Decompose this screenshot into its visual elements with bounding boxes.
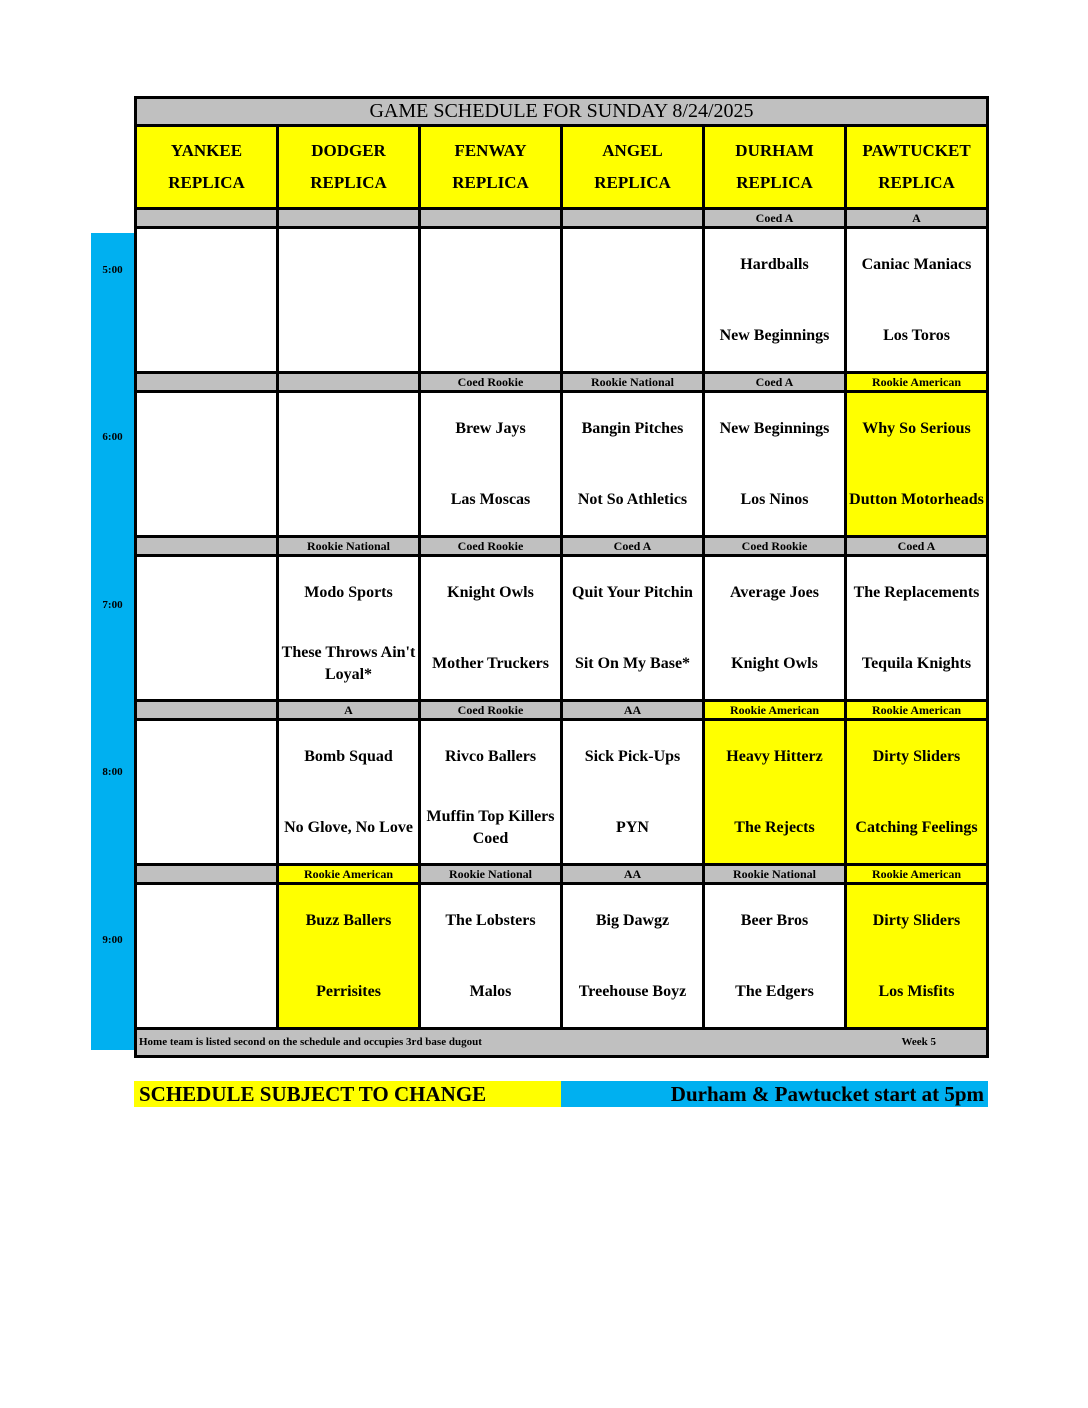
- division-label: Coed Rookie: [420, 537, 562, 556]
- away-team: New Beginnings: [719, 419, 830, 437]
- division-label: Coed A: [704, 209, 846, 228]
- away-team: [137, 557, 276, 628]
- game-cell: [278, 884, 420, 1029]
- division-label: A: [846, 209, 988, 228]
- home-team: [137, 792, 276, 863]
- away-team: Dirty Sliders: [872, 747, 961, 765]
- game-cell: [420, 556, 562, 701]
- time-label: 6:00: [102, 431, 123, 443]
- home-team: New Beginnings: [719, 326, 830, 344]
- home-team-note: Home team is listed second on the schedule and occupies 3rd base dugout: [139, 1036, 482, 1048]
- away-team: [137, 721, 276, 792]
- division-label: Coed A: [704, 373, 846, 392]
- division-label: Rookie National: [562, 373, 704, 392]
- home-team: Los Ninos: [740, 490, 809, 508]
- game-cell: [420, 228, 562, 373]
- games-row: [136, 556, 988, 701]
- game-cell: [846, 884, 988, 1029]
- home-team: The Edgers: [735, 982, 814, 1000]
- away-team: Rivco Ballers: [444, 747, 537, 765]
- division-label: Coed Rookie: [420, 701, 562, 720]
- home-team: No Glove, No Love: [284, 818, 413, 836]
- venue-header: ANGEL REPLICA: [562, 126, 704, 209]
- away-team: [279, 229, 418, 300]
- division-row: [136, 865, 988, 884]
- division-label: Rookie American: [846, 373, 988, 392]
- venue-header: PAWTUCKET REPLICA: [846, 126, 988, 209]
- away-team: Caniac Maniacs: [861, 255, 972, 273]
- away-team: Modo Sports: [304, 583, 393, 601]
- games-row: [136, 884, 988, 1029]
- away-team: Average Joes: [730, 583, 819, 601]
- home-team: Muffin Top Killers Coed: [426, 807, 555, 847]
- away-team: Why So Serious: [862, 419, 971, 437]
- home-team: Tequila Knights: [861, 654, 972, 672]
- division-label: [136, 209, 278, 228]
- away-team: Heavy Hitterz: [726, 747, 823, 765]
- games-row: [136, 392, 988, 537]
- start-time-banner: Durham & Pawtucket start at 5pm: [561, 1081, 988, 1107]
- home-team: Not So Athletics: [577, 490, 688, 508]
- division-label: Rookie American: [846, 865, 988, 884]
- game-cell: [136, 556, 278, 701]
- home-team: [137, 464, 276, 535]
- game-cell: [562, 392, 704, 537]
- division-label: AA: [562, 865, 704, 884]
- time-bar: [91, 233, 134, 1050]
- division-label: Rookie National: [278, 537, 420, 556]
- away-team: Brew Jays: [455, 419, 526, 437]
- game-cell: [704, 556, 846, 701]
- home-team: Las Moscas: [450, 490, 531, 508]
- home-team: [563, 300, 702, 371]
- away-team: Quit Your Pitchin: [572, 583, 693, 601]
- venue-header: YANKEE REPLICA: [136, 126, 278, 209]
- division-label: Coed Rookie: [420, 373, 562, 392]
- games-row: [136, 720, 988, 865]
- division-label: Rookie National: [704, 865, 846, 884]
- schedule-change-banner: SCHEDULE SUBJECT TO CHANGE: [134, 1081, 561, 1107]
- games-row: [136, 228, 988, 373]
- game-cell: [704, 884, 846, 1029]
- game-cell: [704, 720, 846, 865]
- division-label: AA: [562, 701, 704, 720]
- game-cell: [562, 720, 704, 865]
- division-label: A: [278, 701, 420, 720]
- home-team: Knight Owls: [731, 654, 818, 672]
- away-team: Beer Bros: [740, 911, 809, 929]
- away-team: [421, 229, 560, 300]
- home-team: [421, 300, 560, 371]
- game-cell: [136, 228, 278, 373]
- game-cell: [136, 884, 278, 1029]
- away-team: Bomb Squad: [304, 747, 393, 765]
- away-team: [279, 393, 418, 464]
- schedule-title: GAME SCHEDULE FOR SUNDAY 8/24/2025: [136, 98, 988, 126]
- time-label: 7:00: [102, 599, 123, 611]
- venue-header: DURHAM REPLICA: [704, 126, 846, 209]
- division-label: Rookie American: [278, 865, 420, 884]
- schedule-table: [134, 96, 989, 1058]
- game-cell: [846, 392, 988, 537]
- game-cell: [278, 228, 420, 373]
- home-team: [137, 300, 276, 371]
- away-team: The Replacements: [853, 583, 980, 601]
- away-team: The Lobsters: [445, 911, 536, 929]
- division-row: [136, 537, 988, 556]
- division-label: Rookie National: [420, 865, 562, 884]
- time-label: 8:00: [102, 766, 123, 778]
- game-cell: [278, 556, 420, 701]
- game-cell: [562, 884, 704, 1029]
- game-cell: [562, 228, 704, 373]
- home-team: Mother Truckers: [432, 654, 549, 672]
- division-label: [136, 537, 278, 556]
- division-label: Coed A: [562, 537, 704, 556]
- division-label: [562, 209, 704, 228]
- home-team: Dutton Motorheads: [849, 490, 984, 508]
- division-row: [136, 701, 988, 720]
- home-team: Malos: [469, 982, 512, 1000]
- division-label: Coed A: [846, 537, 988, 556]
- home-team: [137, 956, 276, 1027]
- game-cell: [136, 720, 278, 865]
- time-label: 5:00: [102, 264, 123, 276]
- division-row: [136, 209, 988, 228]
- home-team: Perrisites: [316, 982, 381, 1000]
- time-label: 9:00: [102, 934, 123, 946]
- home-team: Catching Feelings: [855, 818, 978, 836]
- away-team: Bangin Pitches: [581, 419, 684, 437]
- game-cell: [704, 392, 846, 537]
- game-cell: [420, 720, 562, 865]
- division-label: [278, 209, 420, 228]
- home-team: Los Misfits: [878, 982, 955, 1000]
- home-team: Treehouse Boyz: [578, 982, 687, 1000]
- home-team: Sit On My Base*: [574, 654, 691, 672]
- game-cell: [420, 884, 562, 1029]
- away-team: Hardballs: [740, 255, 809, 273]
- away-team: Dirty Sliders: [872, 911, 961, 929]
- division-label: Coed Rookie: [704, 537, 846, 556]
- away-team: [137, 229, 276, 300]
- game-cell: [846, 556, 988, 701]
- away-team: Big Dawgz: [595, 911, 670, 929]
- away-team: [137, 885, 276, 956]
- game-cell: [846, 720, 988, 865]
- division-label: [136, 373, 278, 392]
- home-team: PYN: [616, 818, 649, 836]
- away-team: [137, 393, 276, 464]
- venue-header: DODGER REPLICA: [278, 126, 420, 209]
- away-team: [563, 229, 702, 300]
- home-team: [137, 628, 276, 699]
- game-cell: [420, 392, 562, 537]
- game-cell: [136, 392, 278, 537]
- division-label: [420, 209, 562, 228]
- away-team: Buzz Ballers: [305, 911, 392, 929]
- home-team: These Throws Ain't Loyal*: [281, 643, 416, 683]
- venue-header: FENWAY REPLICA: [420, 126, 562, 209]
- division-label: [136, 865, 278, 884]
- home-team: [279, 464, 418, 535]
- game-cell: [278, 392, 420, 537]
- game-cell: [704, 228, 846, 373]
- game-cell: [846, 228, 988, 373]
- game-cell: [278, 720, 420, 865]
- away-team: Knight Owls: [447, 583, 534, 601]
- game-cell: [562, 556, 704, 701]
- home-team: The Rejects: [734, 818, 815, 836]
- division-label: Rookie American: [704, 701, 846, 720]
- division-label: [278, 373, 420, 392]
- division-label: Rookie American: [846, 701, 988, 720]
- division-label: [136, 701, 278, 720]
- home-team: Los Toros: [883, 326, 950, 344]
- home-team: [279, 300, 418, 371]
- week-label: Week 5: [901, 1036, 936, 1048]
- footer-note-row: [136, 1029, 988, 1057]
- away-team: Sick Pick-Ups: [584, 747, 681, 765]
- division-row: [136, 373, 988, 392]
